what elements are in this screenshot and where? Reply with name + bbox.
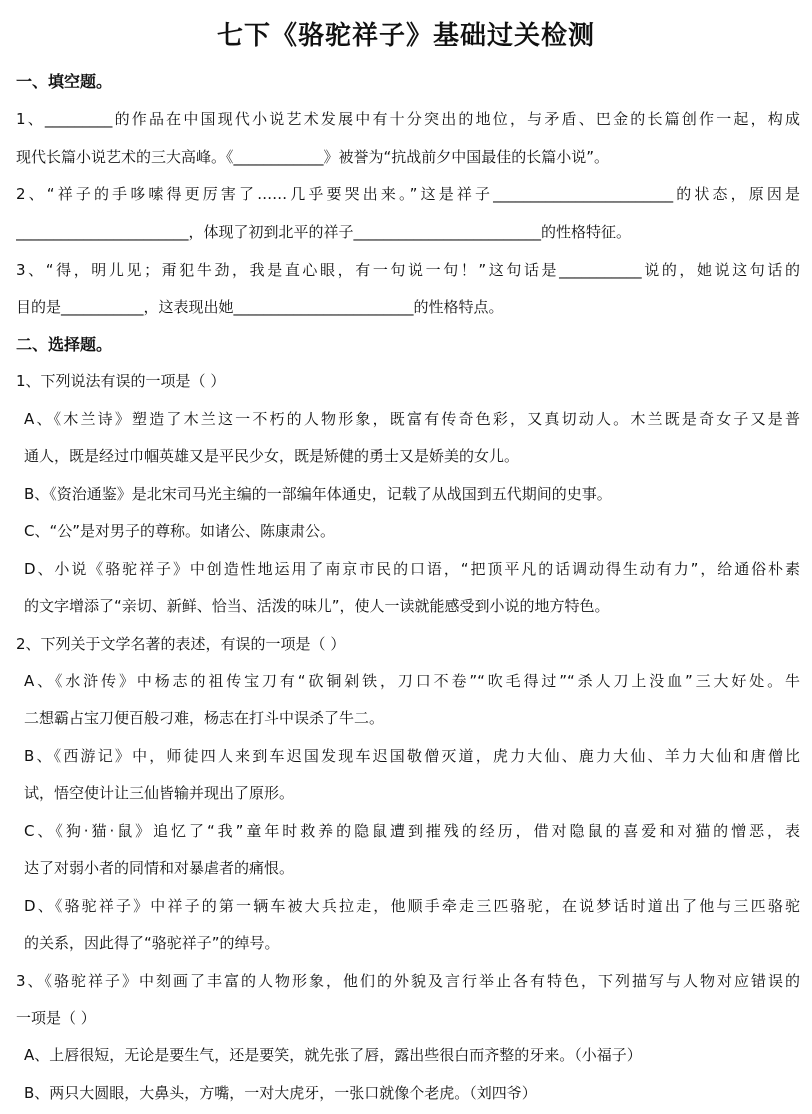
section-heading-fill-blank: 一、填空题。 — [16, 72, 113, 91]
choice-q2-option-a-line-2: 二想霸占宝刀便百般刁难，杨志在打斗中误杀了牛二。 — [24, 709, 385, 727]
choice-q1-option-b: B、《资治通鉴》是北宋司马光主编的一部编年体通史，记载了从战国到五代期间的史事。 — [24, 485, 612, 503]
choice-q2-option-b-line-1: B、《西游记》中，师徒四人来到车迟国发现车迟国敬僧灭道，虎力大仙、鹿力大仙、羊力大仙和唐僧比 — [24, 747, 800, 765]
choice-q1-option-d-line-2: 的文字增添了“亲切、新鲜、恰当、活泼的味儿”，使人一读就能感受到小说的地方特色。 — [24, 597, 610, 615]
choice-q2-option-a-line-1: A、《水浒传》中杨志的祖传宝刀有“砍铜剁铁，刀口不卷”“吹毛得过”“杀人刀上没血”三大好处。牛 — [24, 672, 800, 690]
document-title: 七下《骆驼祥子》基础过关检测 — [216, 21, 595, 51]
choice-q2-option-c-line-2: 达了对弱小者的同情和对暴虐者的痛恨。 — [24, 859, 295, 877]
choice-q2-option-d-line-2: 的关系，因此得了“骆驼祥子”的绰号。 — [24, 934, 280, 952]
choice-q2-option-b-line-2: 试，悟空使计让三仙皆输并现出了原形。 — [24, 784, 295, 802]
choice-q3-stem-line-1: 3、《骆驼祥子》中刻画了丰富的人物形象，他们的外貌及言行举止各有特色，下列描写与人物对应错误的 — [16, 972, 800, 990]
choice-q1-stem: 1、下列说法有误的一项是（ ） — [16, 372, 226, 390]
choice-q1-option-d-line-1: D、小说《骆驼祥子》中创造性地运用了南京市民的口语，“把顶平凡的话调动得生动有力”，给通俗朴素 — [24, 560, 800, 578]
section-heading-choice: 二、选择题。 — [16, 335, 113, 354]
q3-fill-line-1: 3、“得，明儿见；甭犯牛劲，我是直心眼，有一句说一句！”这句话是___________说的，她说这句话的 — [16, 261, 800, 279]
q2-fill-line-2: _______________________，体现了初到北平的祥子_________________________的性格特征。 — [16, 223, 632, 241]
q1-fill-line-2: 现代长篇小说艺术的三大高峰。《____________》被誉为“抗战前夕中国最佳的长篇小说”。 — [16, 148, 610, 166]
choice-q2-option-c-line-1: C、《狗·猫·鼠》追忆了“我”童年时救养的隐鼠遭到摧残的经历，借对隐鼠的喜爱和对猫的憎恶，表 — [24, 822, 800, 840]
choice-q2-stem: 2、下列关于文学名著的表述，有误的一项是（ ） — [16, 635, 346, 653]
choice-q3-option-b: B、两只大圆眼，大鼻头，方嘴，一对大虎牙，一张口就像个老虎。（刘四爷） — [24, 1084, 537, 1102]
q2-fill-line-1: 2、“祥子的手哆嗦得更厉害了……几乎要哭出来。”这是祥子________________________的状态，原因是 — [16, 185, 800, 203]
choice-q2-option-d-line-1: D、《骆驼祥子》中祥子的第一辆车被大兵拉走，他顺手牵走三匹骆驼，在说梦话时道出了他与三匹骆驼 — [24, 897, 800, 915]
choice-q1-option-a-line-1: A、《木兰诗》塑造了木兰这一不朽的人物形象，既富有传奇色彩，又真切动人。木兰既是奇女子又是普 — [24, 410, 800, 428]
choice-q3-stem-line-2: 一项是（ ） — [16, 1009, 96, 1027]
choice-q1-option-c: C、“公”是对男子的尊称。如诸公、陈康肃公。 — [24, 522, 336, 540]
choice-q1-option-a-line-2: 通人，既是经过巾帼英雄又是平民少女，既是矫健的勇士又是娇美的女儿。 — [24, 447, 520, 465]
q3-fill-line-2: 目的是___________，这表现出她________________________的性格特点。 — [16, 298, 504, 316]
q1-fill-line-1: 1、_________的作品在中国现代小说艺术发展中有十分突出的地位，与矛盾、巴金的长篇创作一起，构成 — [16, 110, 800, 128]
choice-q3-option-a: A、上唇很短，无论是要生气，还是要笑，就先张了唇，露出些很白而齐整的牙来。（小福子） — [24, 1046, 642, 1064]
